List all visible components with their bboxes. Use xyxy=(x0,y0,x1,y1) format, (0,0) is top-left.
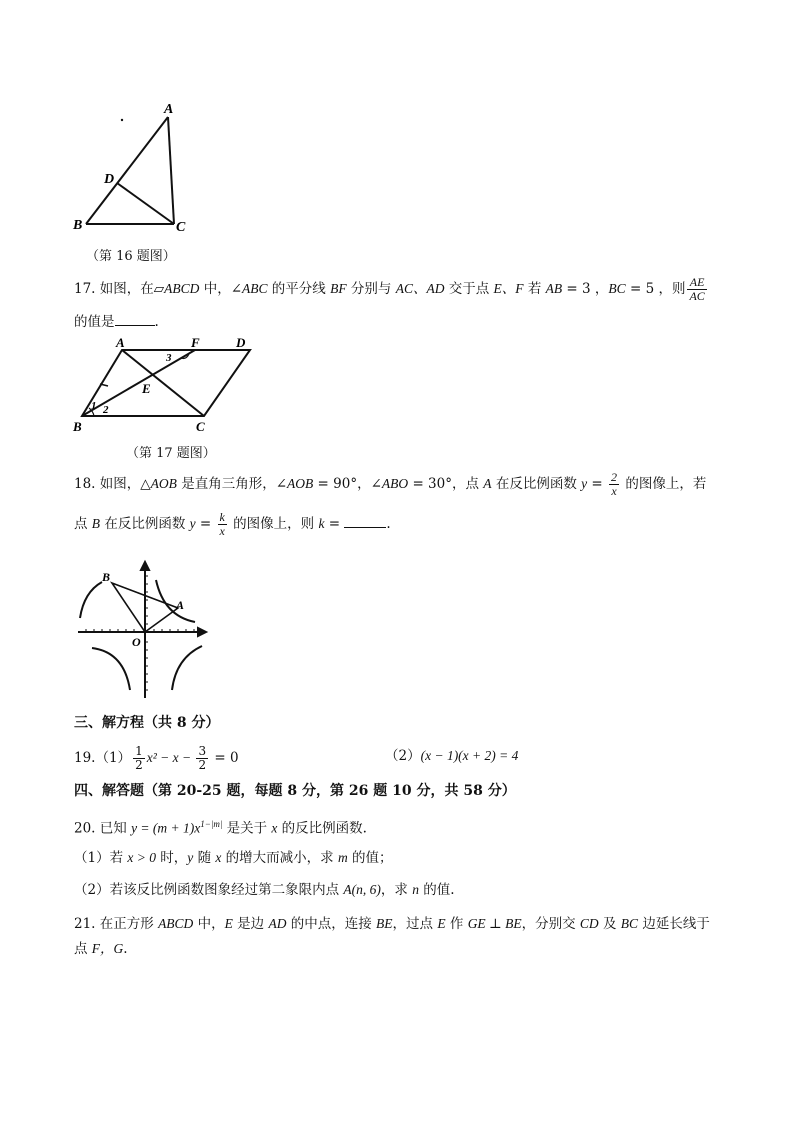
segment-dc xyxy=(117,183,174,224)
question-20-part-2: （2）若该反比例函数图象经过第二象限内点 A(n, 6)，求 n 的值. xyxy=(74,882,455,898)
diagonal-ac xyxy=(122,350,204,416)
label-a: A xyxy=(176,598,185,612)
curve-quadrant-3 xyxy=(92,648,130,690)
x-axis-arrow xyxy=(198,628,206,636)
label-d: D xyxy=(104,172,115,187)
label-d: D xyxy=(236,335,246,350)
curve-quadrant-2 xyxy=(80,582,102,618)
question-20-part-1: （1）若 x > 0 时，y 随 x 的增大而减小，求 m 的值； xyxy=(74,850,393,866)
question-19-part-1: 19.（1） $\frac{1}{2}$ x² − x − $\frac{3}{2}$ = 0 xyxy=(74,744,239,772)
label-b: B xyxy=(73,419,82,434)
fraction-1-2: $\frac{1}{2}$ xyxy=(135,744,143,772)
fraction-2-x: $\frac{2}{x}$ xyxy=(611,470,618,498)
label-f: F xyxy=(191,335,200,350)
curve-quadrant-4 xyxy=(172,646,202,690)
stray-dot xyxy=(121,119,123,121)
label-b: B xyxy=(73,218,83,233)
figure-17-caption: （第 17 题图） xyxy=(126,446,216,461)
answer-blank-18[interactable] xyxy=(344,515,386,528)
segment-ab xyxy=(86,117,168,224)
angle-label-1: 1 xyxy=(91,400,97,412)
question-17-line-2: 的值是 . xyxy=(74,314,159,330)
question-17-line-1: 17. 如图，在▱ABCD 中，∠ABC 的平分线 BF 分别与 AC、AD 交于点 E、F 若 AB = 3 ，BC = 5 ，则 $\frac{AE}{AC}$ xyxy=(74,275,705,303)
label-e: E xyxy=(142,381,151,396)
question-19-part-2: （2）(x − 1)(x + 2) = 4 xyxy=(385,748,519,764)
answer-blank-17[interactable] xyxy=(115,313,155,326)
bisector-bf xyxy=(82,350,195,416)
label-c: C xyxy=(196,419,205,434)
label-o: O xyxy=(132,635,141,649)
question-20-stem: 20. 已知 $y = (m + 1)x^{1-|m|}$ 是关于 x 的反比例函数. xyxy=(74,819,367,837)
section-3-title: 三、解方程（共 8 分） xyxy=(74,715,220,731)
label-a: A xyxy=(116,335,125,350)
fraction-3-2: $\frac{3}{2}$ xyxy=(198,744,207,772)
figure-17 xyxy=(70,333,260,438)
figure-18 xyxy=(72,558,212,703)
figure-16-caption: （第 16 题图） xyxy=(86,249,176,264)
angle-label-2: 2 xyxy=(103,404,109,416)
figure-16 xyxy=(60,95,200,240)
y-axis-arrow xyxy=(141,562,149,570)
angle-label-3: 3 xyxy=(166,352,172,364)
label-b: B xyxy=(102,570,111,584)
question-18-line-2: 点 B 在反比例函数 y = $\frac{k}{x}$ 的图像上，则 k = . xyxy=(74,510,391,538)
segment-ca xyxy=(168,117,174,224)
question-21-line-1: 21. 在正方形 ABCD 中，E 是边 AD 的中点，连接 BE，过点 E 作 GE ⊥ BE，分别交 CD 及 BC 边延长线于 xyxy=(74,916,710,932)
label-a: A xyxy=(164,102,174,117)
fraction-k-x: $\frac{k}{x}$ xyxy=(219,510,225,538)
section-4-title: 四、解答题（第 20-25 题，每题 8 分，第 26 题 10 分，共 58 分） xyxy=(74,783,516,799)
question-21-line-2: 点 F，G. xyxy=(74,941,128,957)
parallelogram-icon: ▱ xyxy=(153,281,165,297)
label-c: C xyxy=(176,220,186,235)
fraction-ae-ac: $\frac{AE}{AC}$ xyxy=(689,275,705,303)
question-18-line-1: 18. 如图，△AOB 是直角三角形，∠AOB = 90°，∠ABO = 30°，点 A 在反比例函数 y = $\frac{2}{x}$ 的图像上，若 xyxy=(74,470,707,498)
